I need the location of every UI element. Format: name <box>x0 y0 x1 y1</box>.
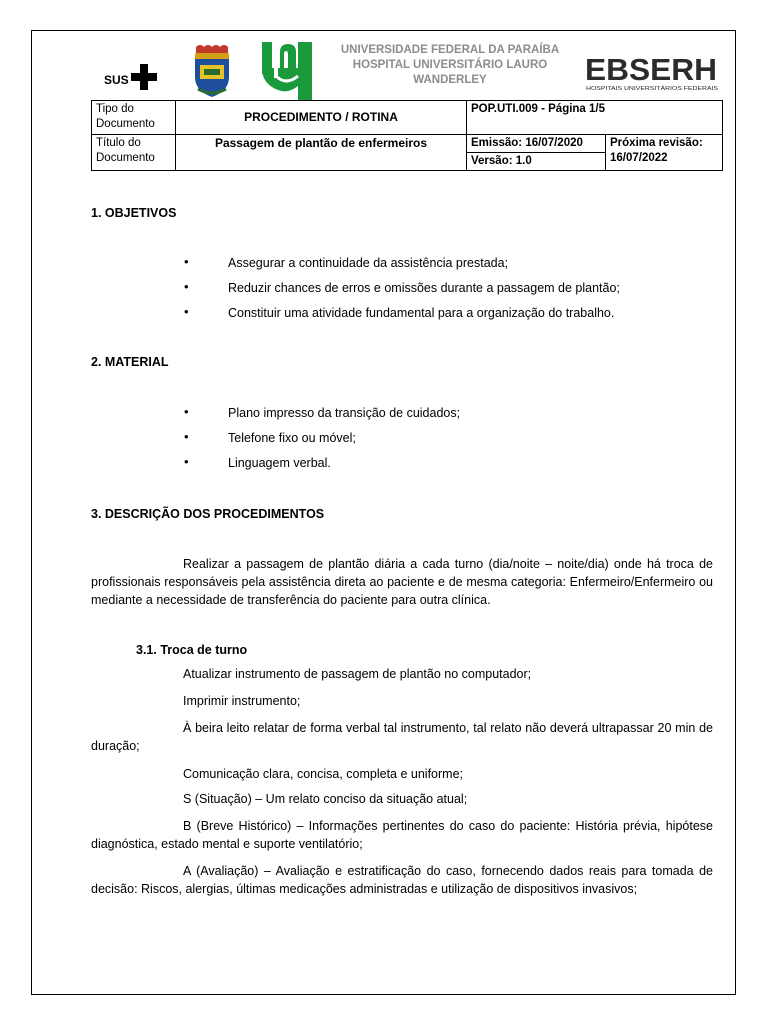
step-item: À beira leito relatar de forma verbal tal instrumento, tal relato não deverá ultrapassar 20 min de duração; <box>91 721 713 753</box>
proxima-revisao-cell <box>606 135 723 171</box>
material-item: Plano impresso da transição de cuidados; <box>228 406 461 420</box>
proxima-revisao-label: Próxima revisão: <box>610 137 703 149</box>
bullet-icon: • <box>184 404 189 419</box>
titulo-value: Passagem de plantão de enfermeiros <box>176 135 467 171</box>
institution-line-1: UNIVERSIDADE FEDERAL DA PARAÍBA <box>340 44 560 56</box>
document-header-table <box>91 100 723 171</box>
objetivo-item: Assegurar a continuidade da assistência prestada; <box>228 256 509 270</box>
step-item: Atualizar instrumento de passagem de plantão no computador; <box>183 667 532 681</box>
objetivo-item: Reduzir chances de erros e omissões durante a passagem de plantão; <box>228 281 620 295</box>
bullet-icon: • <box>184 454 189 469</box>
proxima-revisao-date: 16/07/2022 <box>610 152 668 164</box>
ebserh-logo-text: EBSERH <box>585 52 717 87</box>
bullet-icon: • <box>184 304 189 319</box>
emissao-date: Emissão: 16/07/2020 <box>467 135 605 153</box>
step-item: Imprimir instrumento; <box>183 694 301 708</box>
material-item: Telefone fixo ou móvel; <box>228 431 356 445</box>
document-code: POP.UTI.009 - Página 1/5 <box>467 101 723 135</box>
tipo-value: PROCEDIMENTO / ROTINA <box>176 101 467 135</box>
step-item: S (Situação) – Um relato conciso da situação atual; <box>183 792 468 806</box>
sus-logo-text: SUS <box>104 73 129 87</box>
step-item: B (Breve Histórico) – Informações pertinentes do caso do paciente: História prévia, hipótese diagnóstica, estado mental e suporte ventilatório; <box>91 819 713 851</box>
section-material-title: 2. MATERIAL <box>91 355 169 369</box>
step-item: Comunicação clara, concisa, completa e uniforme; <box>183 767 463 781</box>
section-objetivos-title: 1. OBJETIVOS <box>91 206 177 220</box>
hospital-hu-logo-icon <box>262 42 312 100</box>
ebserh-logo <box>585 52 721 92</box>
titulo-label: Título do Documento <box>92 135 176 171</box>
bullet-icon: • <box>184 279 189 294</box>
objetivo-item: Constituir uma atividade fundamental para a organização do trabalho. <box>228 306 615 320</box>
step-item: A (Avaliação) – Avaliação e estratificação do caso, fornecendo dados reais para tomada de decisão: Riscos, alergias, últimas medicações administradas e utilização de dispositivos invasivos; <box>91 864 713 896</box>
subsection-troca-title: 3.1. Troca de turno <box>136 643 248 657</box>
section-descricao-title: 3. DESCRIÇÃO DOS PROCEDIMENTOS <box>91 507 325 521</box>
university-crest-icon <box>190 43 234 99</box>
material-item: Linguagem verbal. <box>228 456 331 470</box>
institution-line-2: HOSPITAL UNIVERSITÁRIO LAURO <box>352 59 548 71</box>
bullet-icon: • <box>184 429 189 444</box>
bullet-icon: • <box>184 254 189 269</box>
institution-line-3: WANDERLEY <box>413 74 487 86</box>
versao: Versão: 1.0 <box>471 155 532 167</box>
sus-logo <box>104 62 162 94</box>
emissao-versao-cell <box>467 135 606 171</box>
descricao-paragraph: Realizar a passagem de plantão diária a cada turno (dia/noite – noite/dia) onde há troca de profissionais responsáveis pela assistência direta ao paciente e de mesma categoria: Enfermeiro/Enfermeiro ou mediante a necessidade de transferência do paciente para outra clínica. <box>91 557 713 607</box>
institution-name <box>330 43 570 88</box>
ebserh-subtitle: HOSPITAIS UNIVERSITÁRIOS FEDERAIS <box>586 86 694 92</box>
tipo-label: Tipo do Documento <box>92 101 176 135</box>
